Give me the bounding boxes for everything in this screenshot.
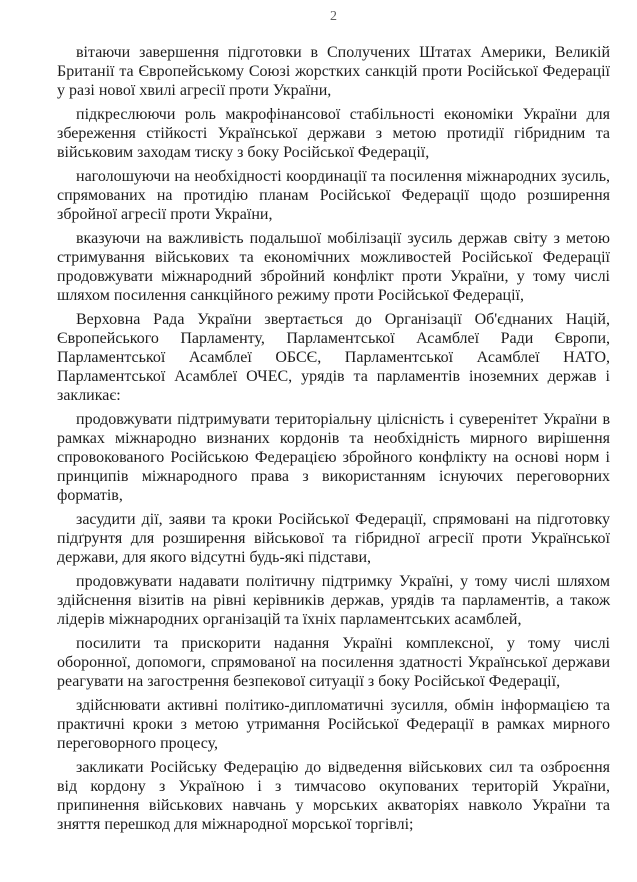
paragraph-political-support: продовжувати надавати політичну підтримку Україні, у тому числі шляхом здійснення візитів на рівні керівників держав, урядів та парламентів, а також лідерів міжнародних організацій та їхніх парламентських асамблей, — [57, 573, 610, 628]
paragraph-welcoming-sanctions: вітаючи завершення підготовки в Сполучених Штатах Америки, Великій Британії та Європейському Союзі жорстких санкцій проти Російської Федерації у разі нової хвилі агресії проти України, — [57, 44, 610, 99]
paragraph-call-withdraw-forces: закликати Російську Федерацію до відведення військових сил та озброєння від кордону з Україною і з тимчасово окупованих територій України, припинення військових навчань у морських акваторіях навколо України та зняття перешкод для міжнародної морської торгівлі; — [57, 759, 610, 833]
paragraph-macrofinancial-stability: підкреслюючи роль макрофінансової стабільності економіки України для збереження стійкості Української держави з метою протидії гібридним та військовим заходам тиску з боку Російської Федерації, — [57, 106, 610, 161]
paragraph-coordination-efforts: наголошуючи на необхідності координації та посилення міжнародних зусиль, спрямованих на протидію планам Російської Федерації щодо розширення збройної агресії проти України, — [57, 168, 610, 223]
paragraph-verkhovna-rada-appeal: Верховна Рада України звертається до Організації Об'єднаних Націй, Європейського Парламенту, Парламентської Асамблеї Ради Європи, Парламентської Асамблеї ОБСЄ, Парламентської Асамблеї НАТО, Парламентської Асамблеї ОЧЕС, урядів та парламентів іноземних держав і закликає: — [57, 311, 610, 404]
paragraph-territorial-integrity: продовжувати підтримувати територіальну цілісність і суверенітет України в рамках міжнародно визнаних кордонів та необхідність мирного вирішення спровокованого Російською Федерацією збройного конфлікту на основі норм і принципів міжнародного права з використанням існуючих переговорних форматів, — [57, 411, 610, 504]
paragraph-diplomatic-efforts: здійснювати активні політико-дипломатичні зусилля, обмін інформацією та практичні кроки з метою утримання Російської Федерації в рамках мирного переговорного процесу, — [57, 697, 610, 752]
paragraph-comprehensive-aid: посилити та прискорити надання Україні комплексної, у тому числі оборонної, допомоги, спрямованої на посилення здатності Української держави реагувати на загострення безпекової ситуації з боку Російської Федерації, — [57, 635, 610, 690]
paragraph-condemn-actions: засудити дії, заяви та кроки Російської Федерації, спрямовані на підготовку підґрунтя для розширення військової та гібридної агресії проти Української держави, для якого відсутні будь-які підстави, — [57, 511, 610, 566]
document-body — [57, 43, 610, 834]
page-number: 2 — [330, 9, 337, 24]
paragraph-mobilization-of-states: вказуючи на важливість подальшої мобілізації зусиль держав світу з метою стримування військових та економічних можливостей Російської Федерації продовжувати міжнародний збройний конфлікт проти України, у тому числі шляхом посилення санкційного режиму проти Російської Федерації, — [57, 230, 610, 304]
